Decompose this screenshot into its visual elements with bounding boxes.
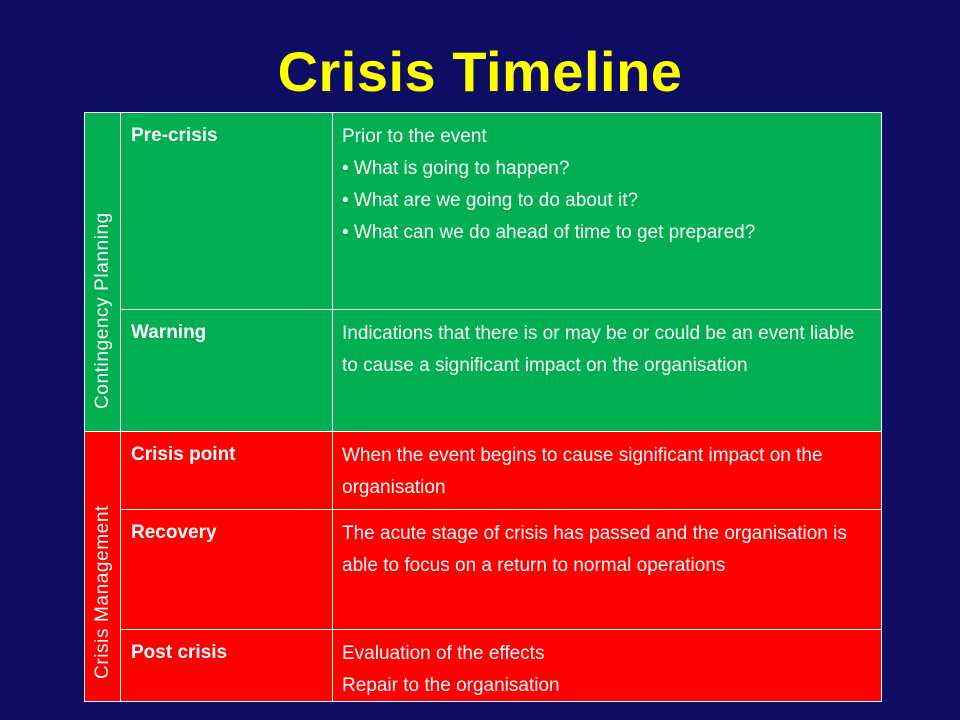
crisis-timeline-table — [84, 112, 882, 702]
stage-label: Pre-crisis — [121, 113, 333, 309]
stage-label: Crisis point — [121, 432, 333, 509]
stage-description — [333, 630, 881, 701]
slide-title: Crisis Timeline — [277, 40, 683, 103]
bullet-item: • What are we going to do about it? — [342, 190, 639, 211]
table-row — [121, 431, 881, 509]
bullet-item: • What can we do ahead of time to get prepared? — [342, 222, 756, 243]
table-row — [121, 113, 881, 309]
group-label: Contingency Planning — [91, 212, 113, 409]
stage-label: Post crisis — [121, 630, 333, 701]
stage-description — [333, 432, 881, 509]
description-line: Prior to the event — [342, 126, 487, 147]
description-line: Indications that there is or may be or could be an event liable to cause a significant impact on the organisation — [342, 323, 855, 376]
bullet-item: • What is going to happen? — [342, 158, 570, 179]
table-row — [121, 509, 881, 629]
stage-label: Warning — [121, 310, 333, 431]
stage-description — [333, 510, 881, 629]
stage-label: Recovery — [121, 510, 333, 629]
description-line: Evaluation of the effects — [342, 643, 545, 664]
group-contingency-planning — [85, 113, 121, 431]
description-line: When the event begins to cause significant impact on the organisation — [342, 445, 823, 498]
description-line: Repair to the organisation — [342, 675, 560, 696]
group-label: Crisis Management — [91, 505, 113, 679]
description-line: The acute stage of crisis has passed and the organisation is able to focus on a return to normal operations — [342, 523, 847, 576]
table-row — [121, 309, 881, 431]
group-crisis-management — [85, 431, 121, 701]
stage-description — [333, 113, 881, 309]
stage-description — [333, 310, 881, 431]
table-row — [121, 629, 881, 701]
